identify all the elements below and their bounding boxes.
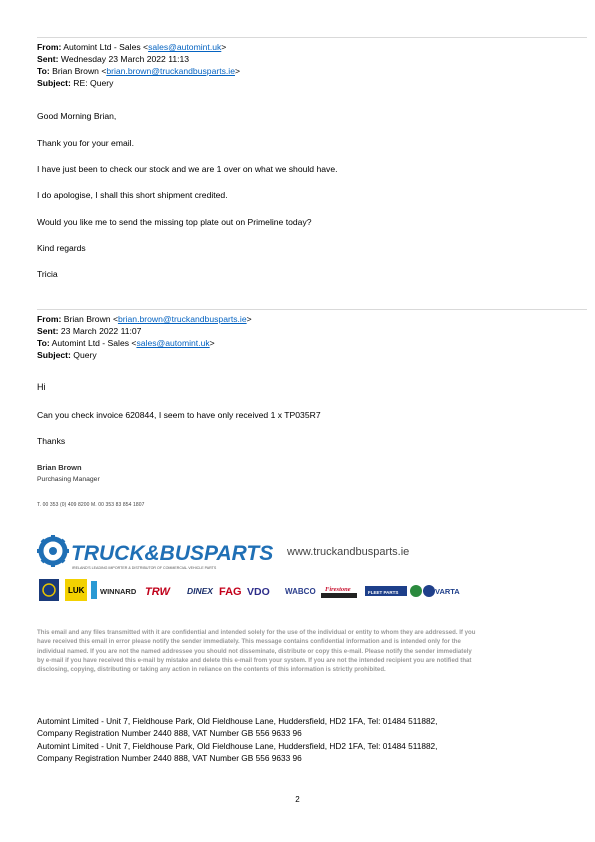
brand-logo-trw: TRW <box>145 586 170 598</box>
signature-name: Brian Brown <box>37 463 82 472</box>
brand-logo-winnard: WINNARD <box>100 587 137 596</box>
reply-body-line: I have just been to check our stock and we are 1 over on what we should have. <box>37 164 338 174</box>
to-close: > <box>209 338 215 348</box>
company-footer-line: Automint Limited - Unit 7, Fieldhouse Park, Old Fieldhouse Lane, Huddersfield, HD2 1FA, Tel: 01484 511882, <box>37 741 438 751</box>
from-value: Automint Ltd - Sales < <box>63 42 149 52</box>
original-subject-line <box>37 349 97 361</box>
brand-logo-firestone: Firestone <box>325 586 351 593</box>
original-to-line <box>37 337 215 349</box>
subject-value: RE: Query <box>73 78 114 88</box>
from-email-link[interactable]: sales@automint.uk <box>148 42 222 52</box>
company-banner[interactable] <box>35 528 465 614</box>
reply-body-line: Would you like me to send the missing top plate out on Primeline today? <box>37 217 312 227</box>
reply-body-line: Good Morning Brian, <box>37 111 117 121</box>
from-label: From: <box>37 42 62 52</box>
from-close: > <box>246 314 252 324</box>
brand-logo-fag: FAG <box>219 586 242 598</box>
banner-tagline: IRELAND'S LEADING IMPORTER & DISTRIBUTOR OF COMMERCIAL VEHICLE PARTS <box>72 566 217 570</box>
brand-logo-dinex: DINEX <box>187 586 213 596</box>
reply-to-line <box>37 65 240 77</box>
reply-body-line: Tricia <box>37 269 58 279</box>
company-footer-line: Automint Limited - Unit 7, Fieldhouse Park, Old Fieldhouse Lane, Huddersfield, HD2 1FA, Tel: 01484 511882, <box>37 716 438 726</box>
sent-value: 23 March 2022 11:07 <box>60 326 142 336</box>
brand-logo-wabco: WABCO <box>285 587 316 596</box>
original-from-line <box>37 313 252 325</box>
reply-body-line: I do apologise, I shall this short shipment credited. <box>37 190 228 200</box>
company-footer-line: Company Registration Number 2440 888, VAT Number GB 556 9633 96 <box>37 728 302 738</box>
banner-url: www.truckandbusparts.ie <box>287 546 410 558</box>
reply-sent-line <box>37 53 189 65</box>
reply-subject-line <box>37 77 113 89</box>
sent-value: Wednesday 23 March 2022 11:13 <box>60 54 190 64</box>
company-footer-line: Company Registration Number 2440 888, VAT Number GB 556 9633 96 <box>37 753 302 763</box>
brand-logo-fleet-parts: FLEET PARTS <box>368 590 399 595</box>
from-label: From: <box>37 314 62 324</box>
sent-label: Sent: <box>37 326 59 336</box>
brand-emblem-icon <box>39 579 59 601</box>
top-rule <box>37 37 587 38</box>
to-value: Automint Ltd - Sales < <box>51 338 137 348</box>
subject-label: Subject: <box>37 78 71 88</box>
brand-logo-vdo: VDO <box>247 586 270 598</box>
subject-label: Subject: <box>37 350 71 360</box>
signature-phones: T. 00 353 (0) 409 8200 M. 00 353 83 854 1807 <box>37 502 145 508</box>
separator-rule <box>37 309 587 310</box>
reply-from-line <box>37 41 226 53</box>
from-email-link[interactable]: brian.brown@truckandbusparts.ie <box>117 314 247 324</box>
original-body-line: Hi <box>37 382 46 392</box>
to-value: Brian Brown < <box>52 66 107 76</box>
confidentiality-disclaimer: This email and any files transmitted with it are confidential and intended solely for the use of the individual or entity to whom they are addressed. If you have received this email in error please notify the sender immediately. This message contains confidential information and is intended only for the individual named. If you are not the named addressee you should not disseminate, distribute or copy this e-mail. Please notify the sender immediately by e-mail if you have received this e-mail by mistake and delete this e-mail from your system. If you are not the intended recipient you are notified that disclosing, copying, distributing or taking any action in reliance on the contents of this information is strictly prohibited. <box>37 629 476 674</box>
to-close: > <box>234 66 241 76</box>
reply-body-line: Thank you for your email. <box>37 138 134 148</box>
reply-body-line: Kind regards <box>37 243 86 253</box>
brand-logo-luk: LUK <box>68 586 85 595</box>
banner-graphic <box>35 528 465 614</box>
to-label: To: <box>37 66 50 76</box>
subject-value: Query <box>73 350 97 360</box>
original-body-line: Can you check invoice 620844, I seem to have only received 1 x TP035R7 <box>37 410 321 420</box>
original-sent-line <box>37 325 141 337</box>
to-email-link[interactable]: sales@automint.uk <box>136 338 210 348</box>
page-number: 2 <box>295 795 300 804</box>
from-value: Brian Brown < <box>63 314 118 324</box>
banner-logo-text: TRUCK&BUSPARTS <box>71 542 274 565</box>
to-email-link[interactable]: brian.brown@truckandbusparts.ie <box>106 66 235 76</box>
sent-label: Sent: <box>37 54 59 64</box>
brand-logo-strip <box>39 579 460 601</box>
gear-logo-icon <box>37 535 69 567</box>
original-body-line: Thanks <box>37 436 66 446</box>
to-label: To: <box>37 338 50 348</box>
from-close: > <box>221 42 227 52</box>
signature-title: Purchasing Manager <box>37 476 100 483</box>
brand-logo-varta: VARTA <box>435 587 460 596</box>
